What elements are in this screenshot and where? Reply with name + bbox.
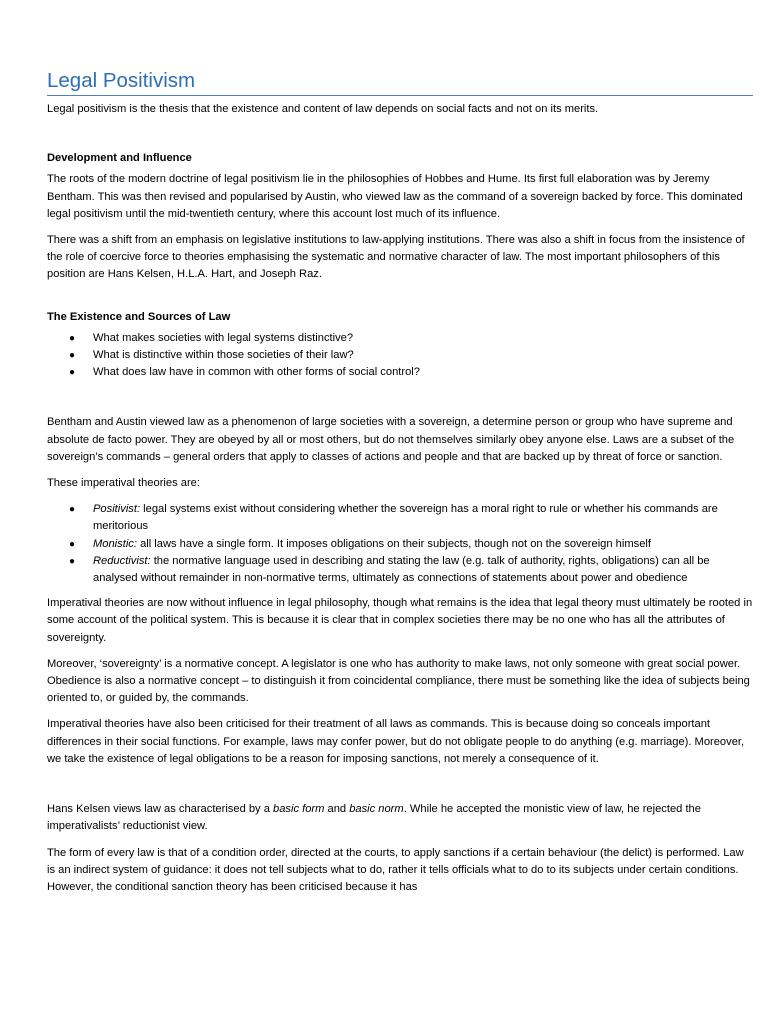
section-heading-development: Development and Influence	[47, 152, 192, 165]
term: Monistic:	[93, 537, 137, 550]
list-item-text: What is distinctive within those societies of their law?	[93, 349, 354, 362]
bullet-icon: ●	[69, 538, 76, 550]
list-item	[47, 501, 753, 535]
term: Reductivist:	[93, 554, 151, 567]
bullet-icon: ●	[69, 555, 76, 567]
list-item-text: What does law have in common with other forms of social control?	[93, 366, 420, 379]
paragraph: The roots of the modern doctrine of legal positivism lie in the philosophies of Hobbes and Hume. Its first full elaboration was by Jeremy Bentham. This was then revised and popularised by Austin, who viewed law as the command of a sovereign backed by force. This dominated legal positivism until the mid-twentieth century, where this account lost much of its influence.	[47, 173, 743, 220]
text-run-italic: basic form	[273, 803, 325, 816]
intro-paragraph: Legal positivism is the thesis that the existence and content of law depends on social facts and not on its merits.	[47, 103, 599, 115]
paragraph: Imperatival theories have also been criticised for their treatment of all laws as commands. This is because doing so conceals important differences in their social functions. For example, laws may confer power, but do not obligate people to do anything (e.g. marriage). Moreover, we take the existence of legal obligations to be a reason for imposing sanctions, not merely a consequence of it.	[47, 718, 745, 765]
paragraph: There was a shift from an emphasis on legislative institutions to law-applying institutions. There was also a shift in focus from the insistence of the role of coercive force to theories emphasising the systematic and normative character of law. The most important philosophers of this position are Hans Kelsen, H.L.A. Hart, and Joseph Raz.	[47, 234, 745, 281]
list-item	[47, 330, 753, 347]
bullet-icon: ●	[69, 504, 76, 516]
section-heading-existence-sources: The Existence and Sources of Law	[47, 310, 231, 323]
paragraph: Moreover, ‘sovereignty’ is a normative concept. A legislator is one who has authority to make laws, not only someone with great social power. Obedience is also a normative concept – to distinguish it from coincidental compliance, there must be something like the idea of subjects being oriented to, or guided by, the commands.	[47, 657, 750, 705]
list-item-text: the normative language used in describing and stating the law (e.g. talk of authority, rights, obligations) can all be analysed without remainder in non-normative terms, ultimately as connections of statements about power and obedience	[93, 554, 710, 585]
text-run: Hans Kelsen views law as characterised by a	[47, 803, 274, 816]
paragraph: Imperatival theories are now without influence in legal philosophy, though what remains is the idea that legal theory must ultimately be rooted in some account of the political system. This is because it is clear that in complex societies there may be no one who has all the attributes of sovereignty.	[47, 597, 753, 644]
text-run-italic: basic norm	[349, 803, 404, 816]
bullet-icon: ●	[69, 332, 76, 344]
text-run: . While he accepted the monistic view of law, he rejected the imperativalists’ reductionist view.	[47, 803, 701, 833]
paragraph: These imperatival theories are:	[47, 477, 200, 490]
bullet-icon: ●	[69, 367, 76, 379]
question-list	[47, 330, 753, 382]
list-item-text: What makes societies with legal systems distinctive?	[93, 331, 354, 344]
document-page	[47, 68, 753, 905]
list-item	[47, 553, 753, 587]
list-item-text: all laws have a single form. It imposes obligations on their subjects, though not on the sovereign himself	[136, 537, 651, 550]
list-item	[47, 347, 753, 364]
paragraph-kelsen	[47, 801, 753, 835]
list-item-text: legal systems exist without considering whether the sovereign has a moral right to rule or whether his commands are meritorious	[93, 503, 718, 533]
paragraph: The form of every law is that of a condition order, directed at the courts, to apply sanctions if a certain behaviour (the delict) is performed. Law is an indirect system of guidance: it does not tell subjects what to do, rather it tells officials what to do to its subjects under certain conditions. However, the conditional sanction theory has been criticised because it has	[47, 846, 744, 893]
paragraph: Bentham and Austin viewed law as a phenomenon of large societies with a sovereign, a determine person or group who have supreme and absolute de facto power. They are obeyed by all or most others, but do not themselves similarly obey anyone else. Laws are a subset of the sovereign’s commands – general orders that apply to classes of actions and people and that are backed up by threat of force or sanction.	[47, 416, 735, 463]
theories-list	[47, 501, 753, 587]
bullet-icon: ●	[69, 350, 76, 362]
list-item	[47, 364, 753, 381]
list-item	[47, 536, 753, 553]
term: Positivist:	[93, 503, 141, 516]
page-title: Legal Positivism	[47, 68, 753, 96]
text-run: and	[324, 803, 350, 816]
